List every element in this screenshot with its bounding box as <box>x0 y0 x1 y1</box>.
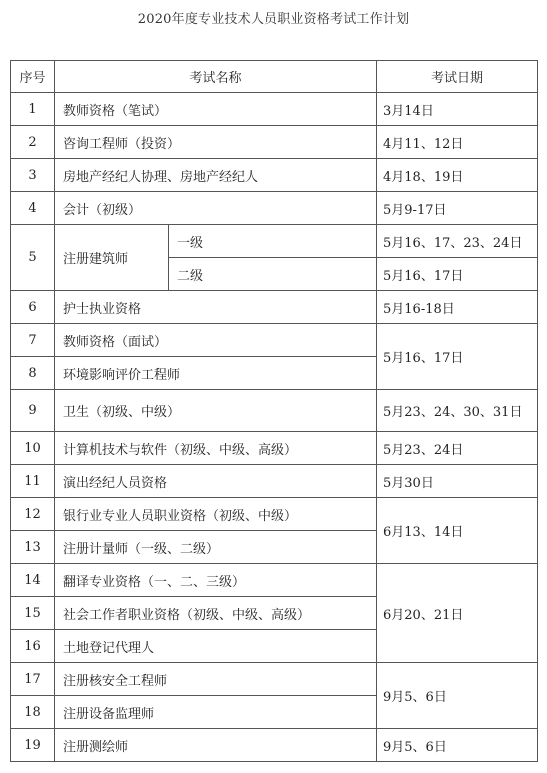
row-index: 9 <box>11 390 55 432</box>
row-index: 3 <box>11 159 55 192</box>
table-row <box>11 225 538 258</box>
row-index: 8 <box>11 357 55 390</box>
exam-date: 5月16、17日 <box>377 258 538 291</box>
exam-name: 计算机技术与软件（初级、中级、高级） <box>55 432 377 465</box>
exam-date: 5月16、17日 <box>377 324 538 390</box>
exam-date: 9月5、6日 <box>377 663 538 729</box>
exam-date: 4月18、19日 <box>377 159 538 192</box>
row-index: 17 <box>11 663 55 696</box>
row-index: 6 <box>11 291 55 324</box>
exam-date: 5月16-18日 <box>377 291 538 324</box>
exam-name: 教师资格（笔试） <box>55 93 377 126</box>
row-index: 13 <box>11 531 55 564</box>
exam-date: 6月20、21日 <box>377 564 538 663</box>
exam-name: 注册核安全工程师 <box>55 663 377 696</box>
exam-name: 会计（初级） <box>55 192 377 225</box>
exam-name: 房地产经纪人协理、房地产经纪人 <box>55 159 377 192</box>
row-index: 4 <box>11 192 55 225</box>
table-row <box>11 390 538 432</box>
header-name: 考试名称 <box>55 61 377 93</box>
table-row <box>11 432 538 465</box>
row-index: 19 <box>11 729 55 762</box>
table-row <box>11 291 538 324</box>
header-idx: 序号 <box>11 61 55 93</box>
exam-date: 5月23、24日 <box>377 432 538 465</box>
row-index: 11 <box>11 465 55 498</box>
exam-name: 注册建筑师 <box>55 225 169 291</box>
exam-name: 银行业专业人员职业资格（初级、中级） <box>55 498 377 531</box>
table-row <box>11 159 538 192</box>
exam-name: 咨询工程师（投资） <box>55 126 377 159</box>
table-row <box>11 324 538 357</box>
row-index: 2 <box>11 126 55 159</box>
exam-date: 5月23、24、30、31日 <box>377 390 538 432</box>
exam-name: 土地登记代理人 <box>55 630 377 663</box>
row-index: 7 <box>11 324 55 357</box>
page-title: 2020年度专业技术人员职业资格考试工作计划 <box>137 12 410 27</box>
exam-grade: 二级 <box>169 258 377 291</box>
exam-name: 卫生（初级、中级） <box>55 390 377 432</box>
exam-name: 演出经纪人员资格 <box>55 465 377 498</box>
row-index: 18 <box>11 696 55 729</box>
exam-name: 注册设备监理师 <box>55 696 377 729</box>
exam-name: 护士执业资格 <box>55 291 377 324</box>
row-index: 5 <box>11 225 55 291</box>
exam-name: 注册计量师（一级、二级） <box>55 531 377 564</box>
exam-name: 社会工作者职业资格（初级、中级、高级） <box>55 597 377 630</box>
table-row <box>11 663 538 696</box>
exam-date: 6月13、14日 <box>377 498 538 564</box>
exam-name: 环境影响评价工程师 <box>55 357 377 390</box>
table-row <box>11 564 538 597</box>
exam-date: 3月14日 <box>377 93 538 126</box>
table-row <box>11 498 538 531</box>
exam-name: 注册测绘师 <box>55 729 377 762</box>
exam-date: 5月9-17日 <box>377 192 538 225</box>
exam-date: 5月16、17、23、24日 <box>377 225 538 258</box>
table-row <box>11 192 538 225</box>
row-index: 15 <box>11 597 55 630</box>
exam-name: 教师资格（面试） <box>55 324 377 357</box>
table-header-row <box>11 61 538 93</box>
exam-grade: 一级 <box>169 225 377 258</box>
table-row <box>11 126 538 159</box>
header-date: 考试日期 <box>377 61 538 93</box>
row-index: 1 <box>11 93 55 126</box>
row-index: 16 <box>11 630 55 663</box>
exam-schedule-table <box>10 60 538 762</box>
row-index: 10 <box>11 432 55 465</box>
row-index: 12 <box>11 498 55 531</box>
table-row <box>11 729 538 762</box>
exam-date: 9月5、6日 <box>377 729 538 762</box>
table-row <box>11 93 538 126</box>
table-row <box>11 465 538 498</box>
exam-date: 5月30日 <box>377 465 538 498</box>
row-index: 14 <box>11 564 55 597</box>
exam-name: 翻译专业资格（一、二、三级） <box>55 564 377 597</box>
exam-date: 4月11、12日 <box>377 126 538 159</box>
